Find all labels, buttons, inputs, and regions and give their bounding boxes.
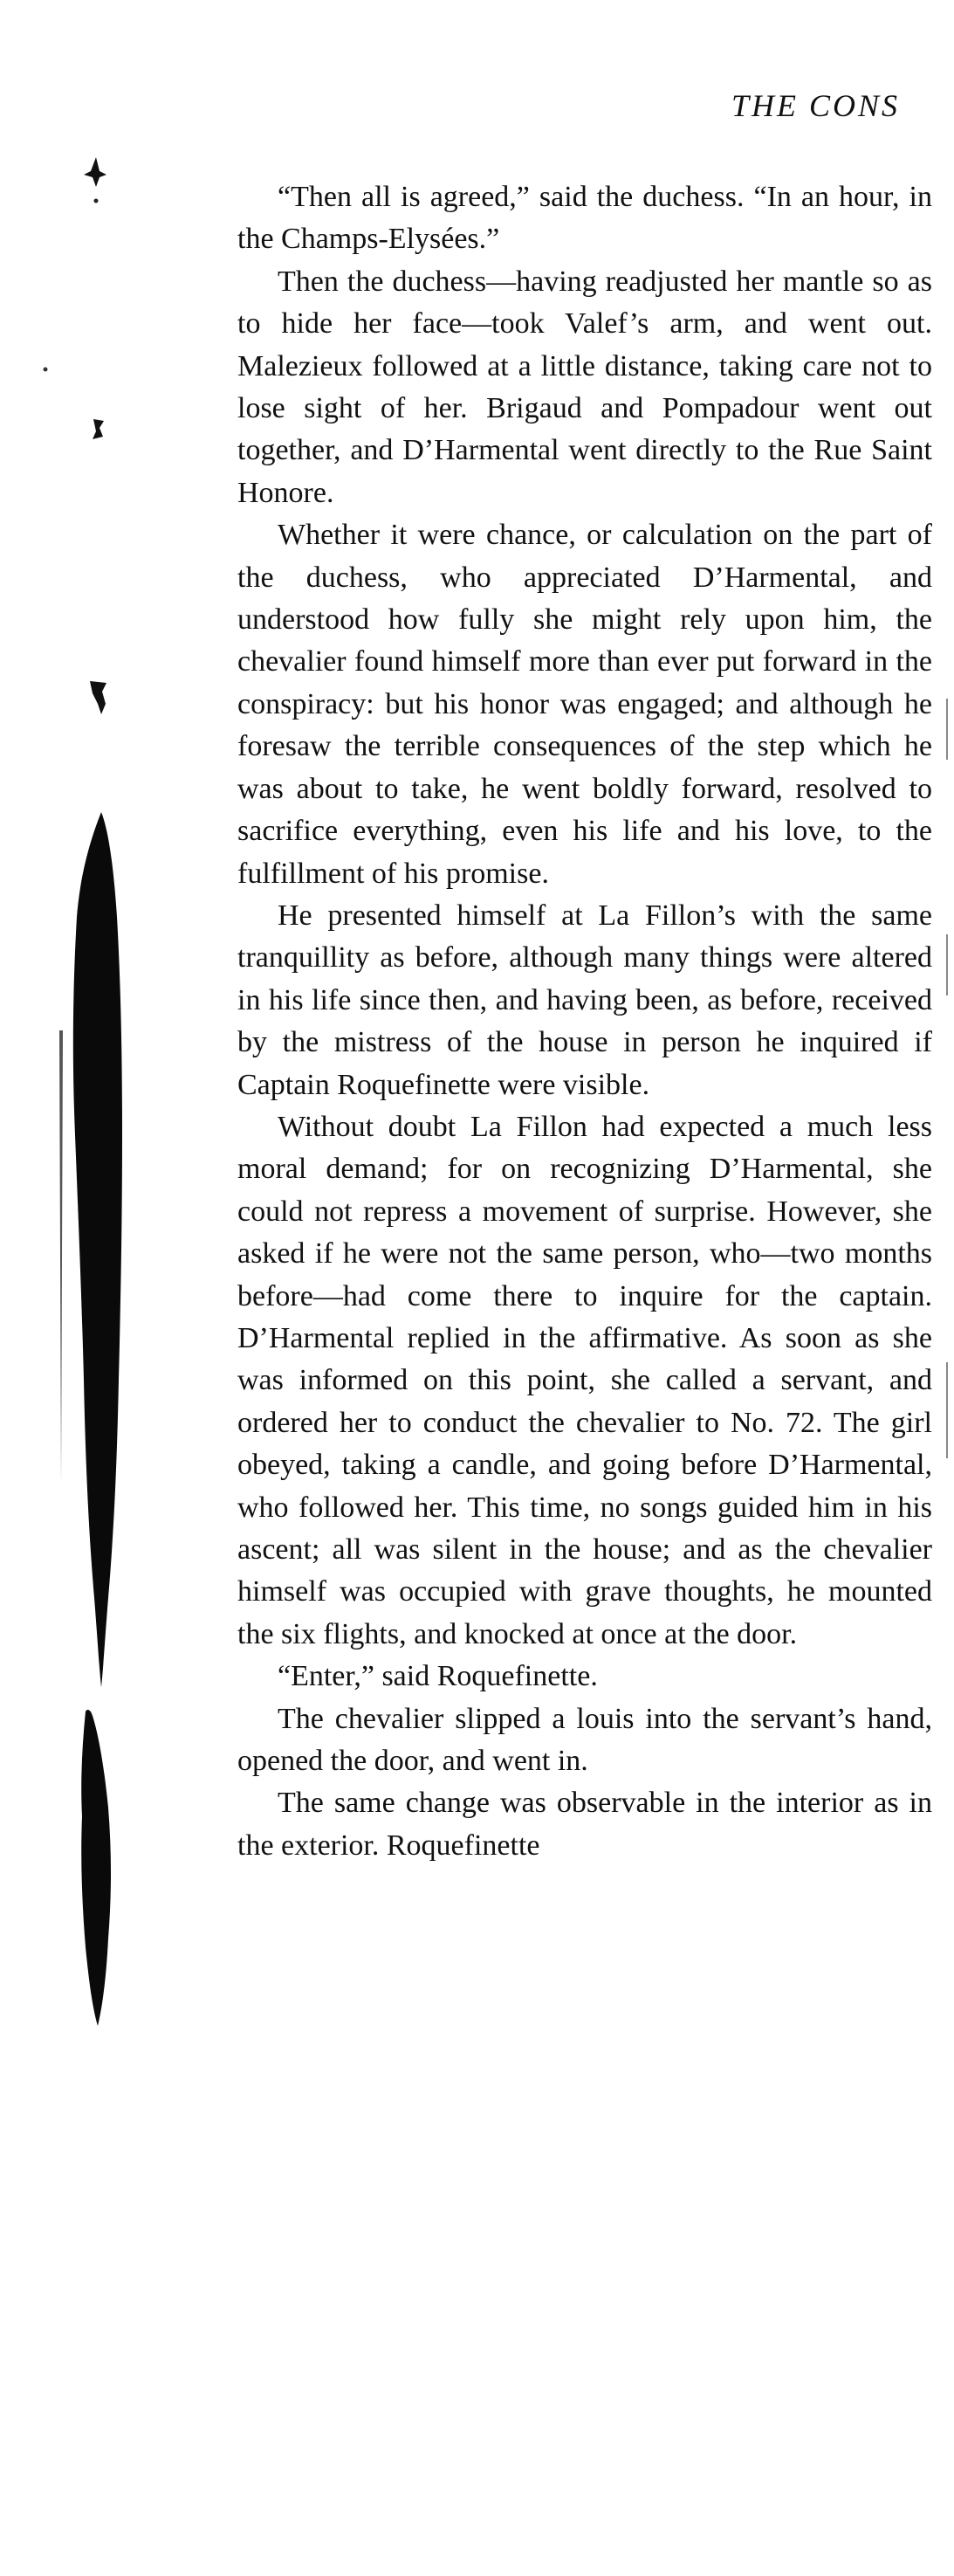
paragraph: “Then all is agreed,” said the duchess. “In an hour, in the Champs-Elysées.”	[237, 181, 932, 256]
ink-fleck-low	[90, 681, 106, 714]
ink-fleck-mid	[93, 419, 104, 439]
paragraph: He presented himself at La Fillon’s with the same tranquillity as before, although many things were altered in his life since then, and having been, as before, received by the mistress of the house in person he inquired if Captain Roquefinette were visible.	[237, 899, 932, 1101]
ink-fleck-top	[84, 157, 106, 187]
ink-blot-lower	[81, 1710, 111, 2026]
margin-ink-blots	[0, 0, 227, 2576]
paragraph: Without doubt La Fillon had expected a much less moral demand; for on recognizing D’Harmental, she could not repress a movement of surprise. However, she asked if he were not the same person, who—two months before—had come there to inquire for the captain. D’Harmental replied in the affirmative. As soon as she was informed on this point, she called a servant, and ordered her to conduct the chevalier to No. 72. The girl obeyed, taking a candle, and going before D’Harmental, who followed her. This time, no songs guided him in his ascent; all was silent in the house; and as the chevalier himself was occupied with grave thoughts, he mounted the six flights, and knocked at once at the door.	[237, 1110, 932, 1650]
paragraph: Then the duchess—having readjusted her mantle so as to hide her face—took Valef’s arm, and went out. Malezieux followed at a little distance, taking care not to lose sight of her. Brigaud and Pompadour went out together, and D’Harmental went directly to the Rue Saint Honore.	[237, 265, 932, 509]
ink-dot-small	[94, 199, 99, 203]
paragraph: The chevalier slipped a louis into the servant’s hand, opened the door, and went in.	[237, 1702, 932, 1778]
paragraph: The same change was observable in the interior as in the exterior. Roquefinette	[237, 1787, 932, 1862]
edge-tick	[946, 699, 948, 760]
edge-tick	[946, 1362, 948, 1458]
ink-blot-streak	[59, 1030, 63, 1484]
paragraph: “Enter,” said Roquefinette.	[278, 1660, 598, 1693]
paragraph: Whether it were chance, or calculation on the part of the duchess, who appreciated D’Harmental, and understood how fully she might rely upon him, the chevalier found himself more than ever put forward in the conspiracy: but his honor was engaged; and although he foresaw the terrible consequences of the step which he was about to take, he went boldly forward, resolved to sacrifice everything, even his life and his love, to the fulfillment of his promise.	[237, 519, 932, 890]
body-text	[237, 176, 932, 1867]
ink-dot-small	[44, 368, 48, 372]
running-head-title: THE CONS	[731, 88, 901, 123]
ink-blot-graphic	[0, 0, 227, 2576]
edge-tick	[946, 934, 948, 995]
ink-blot-long	[73, 812, 122, 1687]
